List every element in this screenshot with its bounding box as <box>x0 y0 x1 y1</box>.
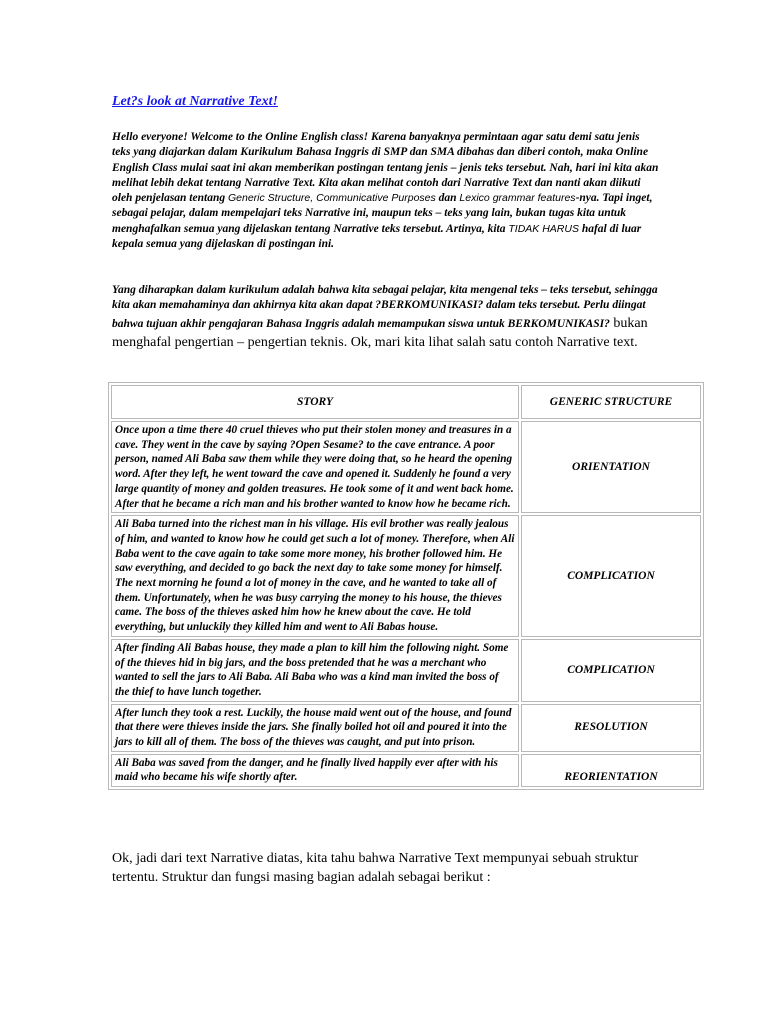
communicative-purposes-term: Communicative Purposes <box>316 192 436 205</box>
structure-cell-complication-1: COMPLICATION <box>521 515 701 637</box>
structure-cell-complication-2: COMPLICATION <box>521 639 701 702</box>
intro-paragraph <box>112 130 660 252</box>
tidak-harus-term: TIDAK HARUS <box>508 222 579 235</box>
intro-text-3: hafal di luar kepala semua yang dijelaskan di postingan ini. <box>112 222 642 251</box>
story-cell-complication-2: After finding Ali Babas house, they made a plan to kill him the following night. Some of the thieves hid in big jars, and the boss pretended that he was a merchant who wanted to sell the jars to Ali Baba. Ali Baba who was a kind man invited the boss of the thief to have lunch together. <box>111 639 519 702</box>
structure-cell-reorientation: REORIENTATION <box>521 754 701 787</box>
story-cell-reorientation: Ali Baba was saved from the danger, and he finally lived happily ever after with his maid who became his wife shortly after. <box>111 754 519 787</box>
narrative-structure-table <box>108 382 704 790</box>
table-header-row <box>111 385 701 419</box>
closing-paragraph: Ok, jadi dari text Narrative diatas, kita tahu bahwa Narrative Text mempunyai sebuah struktur tertentu. Struktur dan fungsi masing bagian adalah sebagai berikut : <box>112 851 639 885</box>
table-row <box>111 704 701 752</box>
generic-structure-term: Generic Structure <box>227 192 311 205</box>
structure-cell-orientation: ORIENTATION <box>521 421 701 513</box>
dan-connector: dan <box>435 192 460 205</box>
story-column-header: STORY <box>111 385 519 419</box>
structure-cell-resolution: RESOLUTION <box>521 704 701 752</box>
intro-text-2: -nya. Tapi inget, sebagai pelajar, dalam mempelajari teks Narrative ini, maupun teks – teks yang lain, bukan tugas kita untuk menghafalkan semua yang dijelaskan tentang Narrative teks tersebut. Artinya, kita <box>112 192 653 235</box>
table-row <box>111 754 701 787</box>
story-cell-orientation: Once upon a time there 40 cruel thieves who put their stolen money and treasures in a cave. They went in the cave by saying ?Open Sesame? to the cave entrance. A poor person, named Ali Baba saw them while they were doing that, so he heard the opening word. After they left, he went toward the cave and opened it. Suddenly he found a very large quantity of money and golden treasures. He took some of it and went back home. After that he became a rich man and his brother wanted to know how he became rich. <box>111 421 519 513</box>
goal-text-1: Yang diharapkan dalam kurikulum adalah bahwa kita sebagai pelajar, kita mengenal teks – teks tersebut, sehingga kita akan memahaminya dan akhirnya kita akan dapat ?BERKOMUNIKASI? dalam teks tersebut. Perlu diingat bahwa tujuan akhir pengajaran Bahasa Inggris adalah memampukan siswa untuk BERKOMUNIKASI? <box>112 284 658 330</box>
goal-paragraph <box>112 283 660 352</box>
table-row <box>111 639 701 702</box>
table-row <box>111 515 701 637</box>
story-cell-resolution: After lunch they took a rest. Luckily, the house maid went out of the house, and found that there were thieves inside the jars. She finally boiled hot oil and poured it into the jars to kill all of them. The boss of the thieves was caught, and put into prison. <box>111 704 519 752</box>
goal-text-2: bukan menghafal pengertian – pengertian teknis. Ok, mari kita lihat salah satu contoh Narrative text. <box>112 315 648 350</box>
table-row <box>111 421 701 513</box>
structure-column-header: GENERIC STRUCTURE <box>521 385 701 419</box>
intro-text-1: Hello everyone! Welcome to the Online English class! Karena banyaknya permintaan agar satu demi satu jenis teks yang diajarkan dalam Kurikulum Bahasa Inggris di SMP dan SMA dibahas dan diberi contoh, maka Online English Class mulai saat ini akan memberikan postingan tentang jenis – jenis teks tersebut. Nah, hari ini kita akan melihat lebih dekat tentang Narrative Text. Kita akan melihat contoh dari Narrative Text dan nanti akan diikuti oleh penjelasan tentang <box>112 131 659 205</box>
page-heading-link[interactable]: Let?s look at Narrative Text! <box>112 94 278 109</box>
comma-separator: , <box>310 192 317 205</box>
story-cell-complication-1: Ali Baba turned into the richest man in his village. His evil brother was really jealous of him, and wanted to know how he could get such a lot of money. Therefore, when Ali Baba went to the cave again to take some more money, his brother followed him. He saw everything, and decided to go back the next day to take some money for himself. The next morning he found a lot of money in the cave, and he wanted to take all of them. Unfortunately, when he was busy carrying the money to his house, the thieves came. The boss of the thieves asked him how he knew about the cave. He told everything, but unluckily they killed him and went to Ali Babas house. <box>111 515 519 637</box>
lexico-grammar-term: Lexico grammar features <box>459 192 576 205</box>
